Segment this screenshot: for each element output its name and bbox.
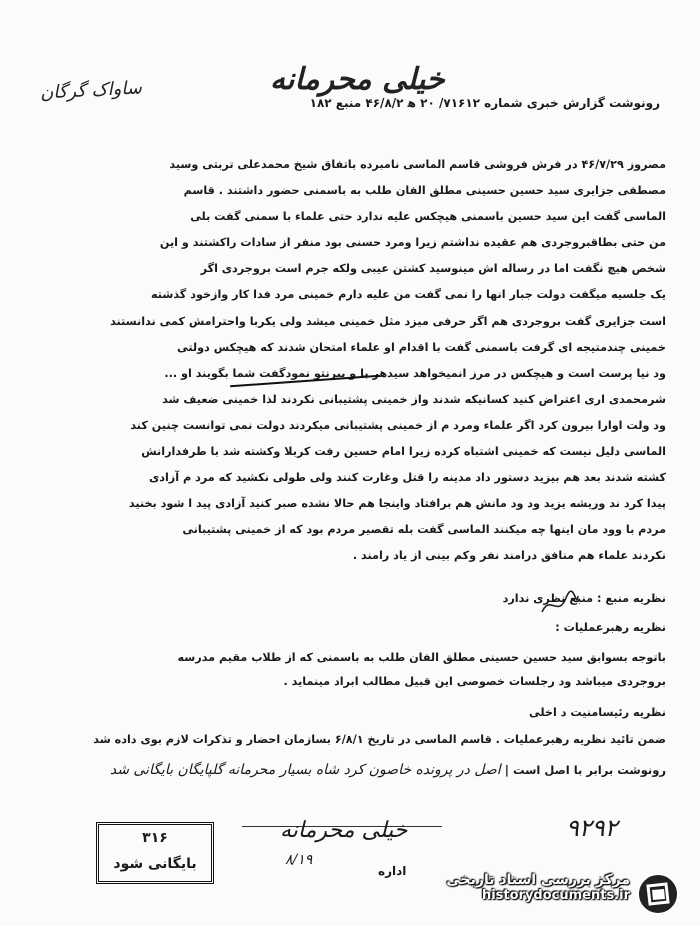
source-opinion-text: نظریه منبع : منبع نظری ندارد (502, 592, 666, 605)
body-line: یک جلسیه میگفت دولت جبار انها را نمی گفت من علیه دارم خمینی مرد فدا کار وازخود گذشته (150, 288, 666, 302)
report-subheader: رونوشت گزارش خبری شماره ۷۱۶۱۲/ ۲۰ ه‍ ۴۶/۸/۲ منبع ۱۸۲ (309, 96, 660, 110)
watermark-en: historydocuments.ir (481, 888, 630, 903)
archive-logo-icon (636, 872, 680, 916)
body-line: مصطفی جزایری سید حسین حسینی مطلق الفان طلب به باسمنی حضور داشتند . قاسم (183, 184, 666, 198)
handwritten-scribble (540, 590, 580, 620)
signature-classification: خیلی محرمانه (280, 818, 408, 843)
body-line: مصروز ۴۶/۷/۲۹ در فرش فروشی قاسم الماسی نامبرده باتفاق شیخ محمدعلی تربتی وسید (169, 158, 666, 171)
archive-label: بایگانی شود (113, 856, 197, 872)
copy-handwritten-note: اصل در پرونده خاصون کرد شاه بسیار محرمانه گلپایگان بایگانی شد (109, 762, 501, 778)
body-line: پیدا کرد ند وریشه یزید ود ود مانش هم برافتاد واینجا هم حالا نشده صبر کنید آزادی پید ا شود بخنید (128, 497, 666, 511)
ops-head-opinion (38, 616, 666, 694)
watermark-fa: مرکز بررسی اسناد تاریخی (446, 872, 630, 888)
handwritten-date: ۸/۱۹ (285, 852, 313, 868)
internal-security-opinion (38, 706, 666, 719)
body-line: شرمحمدی اری اعتراض کنید کسانیکه شدند واز خمینی پشتیبانی نکردند لذا خمینی ضعیف شد (162, 392, 666, 406)
archive-stamp (96, 822, 214, 884)
body-line: کشته شدند بعد هم بیزید دستور داد مدینه را قتل وغارت کنند ولی طولی نکشید که مرد م آزادی (148, 471, 666, 485)
ops-head-title: نظریه رهبرعملیات : (555, 621, 666, 634)
body-line: مردم با وود مان اینها چه میکنند الماسی گفت بله تقصیر مردم بود که از خمینی پشتیبانی (182, 523, 666, 537)
body-line: الماسی گفت این سید حسین باسمنی هیچکس علیه ندارد حتی علماء با سمنی گفت بلی (190, 210, 666, 224)
body-line: الماسی دلیل نیست که خمینی اشتباه کرده زیرا امام حسین رفت کربلا وکشته شد با طرفدارانش (141, 445, 666, 459)
document-number: ۹۲۹۲ (566, 814, 618, 842)
body-line: شخص هیچ نگفت اما در رساله اش مینوسید کشتن عیبی ولکه جرم است بروجردی اگر (200, 262, 666, 276)
internal-security-line: ضمن تائید نظریه رهبرعملیات . قاسم الماسی در تاریخ ۶/۸/۱ بسازمان احضار و تذکرات لازم بوی داده شد (93, 733, 666, 746)
office-label: اداره (378, 864, 407, 878)
copy-printed: رونوشت برابر با اصل است (512, 763, 666, 777)
internal-security-title: نظریه رئیسامنیت د اخلی (529, 706, 666, 719)
internal-security-note (38, 733, 666, 746)
body-line: ود ولت اوارا بیرون کرد اگر علماء ومرد م از خمینی پشتیبانی میکردند دولت نمی توانست چنین کند (130, 418, 666, 432)
watermark-text (446, 872, 630, 903)
archive-number: ۳۱۶ (142, 830, 168, 846)
handwritten-side-note: ساواک گرگان (39, 77, 143, 104)
body-line: ود نیا پرست است و هیچکس در مرز انمیخواهد سیدهر با و بیرنتو نمودگفت شما بگویند او ... (164, 366, 666, 380)
body-line: است جزایری گفت بروجردی هم اگر حرفی میزد مثل خمینی میشد ولی یکربا واحترامش کمی ندانستند (110, 314, 666, 328)
body-line: نکردند علماء هم منافق درامند نفر وکم بینی از یاد رامند . (352, 549, 666, 563)
ops-head-line: بروجردی میباشد ود رجلسات خصوصی این قبیل مطالب ابراد مینماید . (283, 675, 666, 688)
report-body (38, 152, 666, 570)
copy-certification: رونوشت برابر با اصل است | اصل در پرونده خاصون کرد شاه بسیار محرمانه گلپایگان بایگانی شد (109, 762, 666, 778)
body-line: خمینی چندمتیجه ای گرفت باسمنی گفت با اقدام او علماء امتحان شدند که هیچکس دولتی (177, 340, 666, 354)
classification-stamp: خیلی محرمانه (270, 62, 445, 97)
ops-head-line: باتوجه بسوابق سید حسین حسینی مطلق الفان طلب به باسمنی که از طلاب مقیم مدرسه (177, 651, 666, 664)
body-line: من حتی بطاقبروجردی هم عقیده نداشتم زیرا ومرد حسنی بود منفر از سادات راکشتند و این (159, 236, 666, 250)
